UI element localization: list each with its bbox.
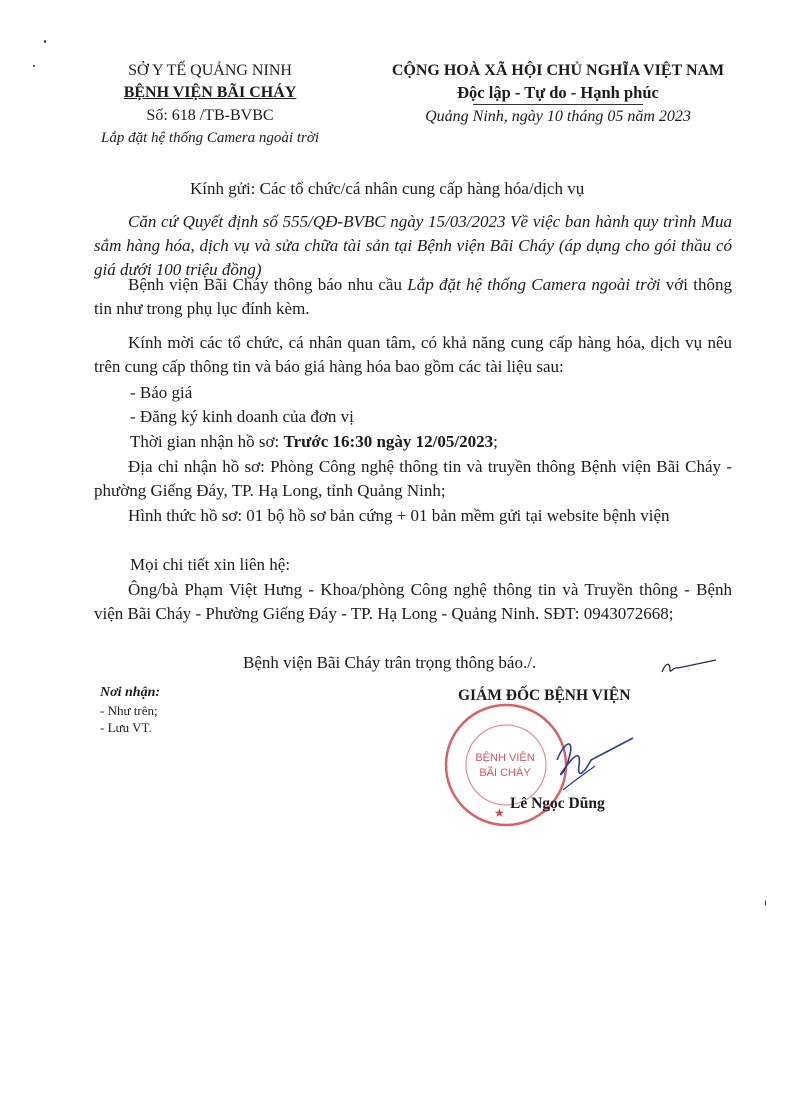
recipients-block — [100, 684, 160, 736]
deadline-label: Thời gian nhận hồ sơ: — [130, 432, 284, 451]
handwritten-signature — [535, 720, 645, 800]
signer-name: Lê Ngọc Dũng — [510, 795, 605, 812]
doc-item-2: - Đăng ký kinh doanh của đơn vị — [130, 407, 354, 426]
signature-stroke — [557, 738, 633, 775]
initial-stroke — [662, 660, 716, 672]
addressee: Kính gửi: Các tổ chức/cá nhân cung cấp hàng hóa/dịch vụ — [190, 179, 585, 198]
stamp-text-line2: BÃI CHÁY — [479, 767, 531, 779]
invitation-paragraph: Kính mời các tổ chức, cá nhân quan tâm, có khả năng cung cấp hàng hóa, dịch vụ nêu trên cung cấp thông tin và báo giá hàng hóa bao gồm các tài liệu sau: — [94, 333, 732, 376]
legal-basis: Căn cứ Quyết định số 555/QĐ-BVBC ngày 15/03/2023 Về việc ban hành quy trình Mua sắm hàng hóa, dịch vụ và sửa chữa tài sản tại Bệnh viện Bãi Cháy (áp dụng cho gói thầu có giá dưới 100 triệu đồng) — [94, 212, 732, 279]
notice-paragraph — [94, 273, 732, 321]
notice-prefix: Bệnh viện Bãi Cháy thông báo nhu cầu — [128, 275, 408, 294]
submission-address: Địa chỉ nhận hồ sơ: Phòng Công nghệ thông tin và truyền thông Bệnh viện Bãi Cháy - phường Giếng Đáy, TP. Hạ Long, tỉnh Quảng Ninh; — [94, 457, 732, 500]
notice-suffix: với thông tin như trong phụ lục đính kèm. — [94, 275, 732, 318]
recipient-item: - Lưu VT. — [100, 720, 152, 735]
national-motto: Độc lập - Tự do - Hạnh phúc — [457, 83, 659, 102]
stamp-star-icon: ★ — [494, 806, 505, 820]
scan-speck — [765, 900, 766, 906]
document-number: Số: 618 /TB-BVBC — [146, 107, 274, 124]
document-subject: Lắp đặt hệ thống Camera ngoài trời — [100, 130, 319, 146]
national-header — [378, 60, 738, 128]
contact-intro: Mọi chi tiết xin liên hệ: — [130, 555, 291, 574]
country-name: CỘNG HOÀ XÃ HỘI CHỦ NGHĨA VIỆT NAM — [391, 62, 725, 79]
stamp-inner-ring — [466, 725, 546, 805]
submission-format: Hình thức hồ sơ: 01 bộ hồ sơ bản cứng + 01 bản mềm gửi tại website bệnh viện — [128, 506, 670, 525]
doc-item-1: - Báo giá — [130, 383, 193, 402]
deadline-end: ; — [493, 432, 498, 451]
deadline-line — [130, 430, 498, 454]
hospital-name: BỆNH VIỆN BÃI CHÁY — [123, 84, 297, 101]
scan-speck — [33, 65, 35, 67]
initial-mark — [660, 656, 720, 680]
notice-item: Lắp đặt hệ thống Camera ngoài trời — [407, 275, 661, 294]
motto-underline — [473, 104, 643, 105]
recipient-item: - Như trên; — [100, 703, 158, 718]
scan-speck — [44, 40, 46, 43]
recipients-title: Nơi nhận: — [100, 685, 161, 700]
contact-details: Ông/bà Phạm Việt Hưng - Khoa/phòng Công nghệ thông tin và Truyền thông - Bệnh viện Bãi Cháy - Phường Giếng Đáy - TP. Hạ Long - Quảng Ninh. SĐT: 0943072668; — [94, 580, 732, 623]
closing-line: Bệnh viện Bãi Cháy trân trọng thông báo./. — [243, 653, 537, 672]
ministry-name: SỞ Y TẾ QUẢNG NINH — [128, 62, 292, 79]
deadline-value: Trước 16:30 ngày 12/05/2023 — [283, 432, 494, 451]
stamp-text-line1: BỆNH VIỆN — [475, 752, 535, 764]
issuer-block — [95, 60, 325, 149]
place-date: Quảng Ninh, ngày 10 tháng 05 năm 2023 — [425, 108, 691, 125]
signer-title: GIÁM ĐỐC BỆNH VIỆN — [458, 687, 631, 704]
